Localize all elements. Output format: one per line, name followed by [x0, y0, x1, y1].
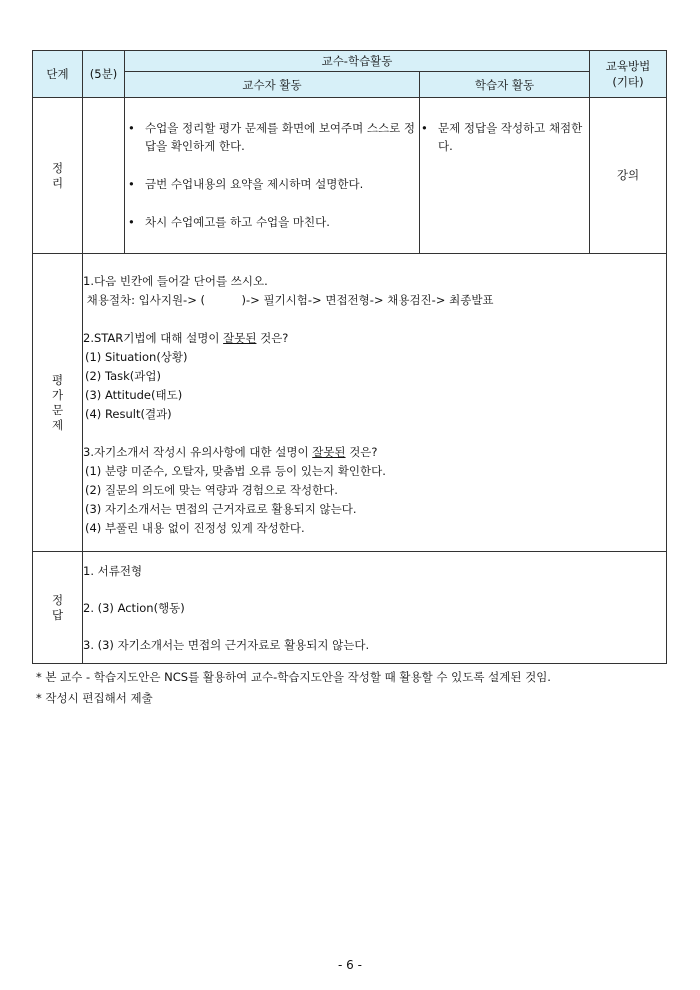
question-3-option: (2) 질문의 의도에 맞는 역량과 경험으로 작성한다. [85, 483, 338, 497]
footnote: * 본 교수 - 학습지도안은 NCS를 활용하여 교수-학습지도안을 작성할 때 활용할 수 있도록 설계된 것임. [36, 670, 551, 684]
question-2-option: (1) Situation(상황) [85, 350, 188, 364]
footnote: * 작성시 편집해서 제출 [36, 691, 153, 705]
label-char: 가 [51, 387, 64, 402]
question-2-option: (2) Task(과업) [85, 369, 161, 383]
answers-label [33, 552, 83, 664]
method-header-line1: 교육방법 [605, 59, 651, 73]
answer-item: 2. (3) Action(행동) [83, 601, 185, 615]
answers-cell [83, 552, 667, 664]
teacher-item: • 금번 수업내용의 요약을 제시하며 설명한다. [128, 177, 364, 191]
wrapup-label [33, 98, 83, 254]
teacher-activity-header: 교수자 활동 [125, 72, 420, 98]
wrapup-time-cell [83, 98, 125, 254]
evaluation-label [33, 254, 83, 552]
label-char: 정 [51, 160, 64, 175]
learner-item: • 문제 정답을 작성하고 채점한다. [421, 121, 583, 153]
learner-activity-header: 학습자 활동 [420, 72, 590, 98]
label-char: 제 [51, 417, 64, 432]
question-3-option: (1) 분량 미준수, 오탈자, 맞춤법 오류 등이 있는지 확인한다. [85, 464, 386, 478]
label-char: 리 [51, 175, 64, 190]
label-char: 평 [51, 372, 64, 387]
question-3-emphasis: 잘못된 [312, 445, 346, 459]
page-number: - 6 - [338, 958, 362, 972]
learner-item-list [420, 119, 585, 155]
method-header-line2: (기타) [612, 75, 644, 89]
question-2-option: (3) Attitude(태도) [85, 388, 183, 402]
answer-item: 1. 서류전형 [83, 564, 143, 578]
bullet-icon: • [421, 121, 428, 135]
footnotes [36, 667, 551, 709]
question-1-title: 1.다음 빈칸에 들어갈 단어를 쓰시오. [83, 274, 268, 288]
question-3-option: (3) 자기소개서는 면접의 근거자료로 활용되지 않는다. [85, 502, 357, 516]
teacher-item-list [125, 119, 415, 231]
teacher-item: • 수업을 정리할 평가 문제를 화면에 보여주며 스스로 정답을 확인하게 한다. [128, 121, 415, 153]
label-char: 문 [51, 402, 64, 417]
question-2-emphasis: 잘못된 [223, 331, 257, 345]
stage-header: 단계 [33, 51, 83, 98]
bullet-icon: • [128, 215, 135, 229]
question-1-line: 채용절차: 입사지원-> ( )-> 필기시험-> 면접전형-> 채용검진-> 최종발표 [83, 293, 494, 307]
question-3-option: (4) 부풀린 내용 없이 진정성 있게 작성한다. [85, 521, 305, 535]
question-3-title: 3.자기소개서 작성시 유의사항에 대한 설명이 잘못된 것은? [83, 445, 378, 459]
wrapup-method: 강의 [590, 98, 667, 254]
activity-group-header: 교수-학습활동 [125, 51, 590, 72]
answer-item: 3. (3) 자기소개서는 면접의 근거자료로 활용되지 않는다. [83, 638, 370, 652]
evaluation-questions [83, 254, 667, 552]
bullet-icon: • [128, 121, 135, 135]
method-header [590, 51, 667, 98]
wrapup-learner-cell [420, 98, 590, 254]
lesson-plan-table [32, 50, 667, 664]
question-2-title: 2.STAR기법에 대해 설명이 잘못된 것은? [83, 331, 289, 345]
bullet-icon: • [128, 177, 135, 191]
teacher-item: • 차시 수업예고를 하고 수업을 마친다. [128, 215, 330, 229]
label-char: 정 [51, 592, 64, 607]
time-header: (5분) [83, 51, 125, 98]
wrapup-teacher-cell [125, 98, 420, 254]
label-char: 답 [51, 607, 64, 622]
question-2-option: (4) Result(결과) [85, 407, 172, 421]
